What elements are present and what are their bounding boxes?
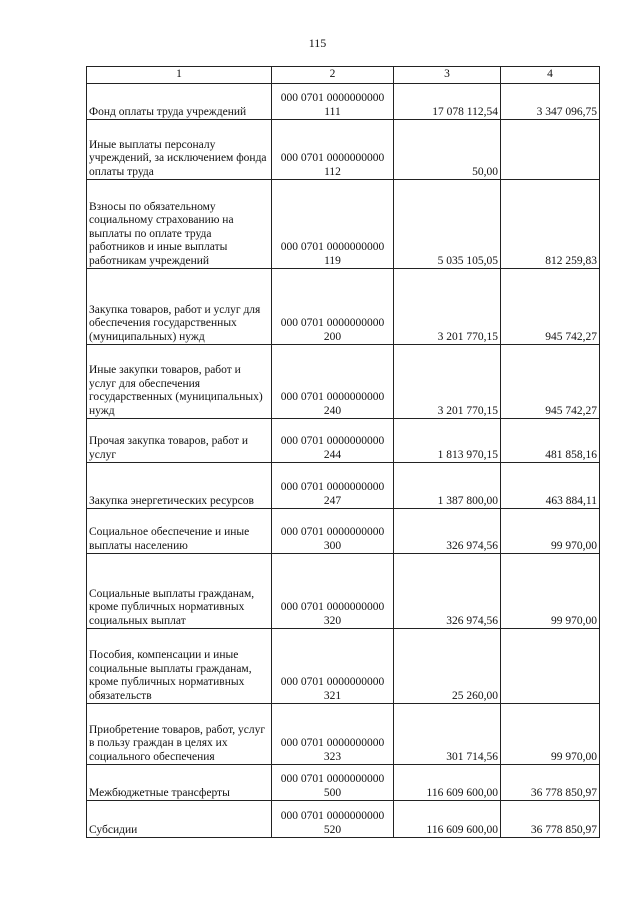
table-row (87, 84, 600, 120)
row-name: Межбюджетные трансферты (87, 765, 272, 801)
code-prefix: 000 0701 0000000000 (280, 391, 385, 403)
table-row (87, 463, 600, 509)
value-col3: 50,00 (394, 120, 501, 180)
code-suffix: 111 (324, 105, 341, 118)
table-row (87, 345, 600, 419)
row-code (272, 84, 394, 120)
table-row (87, 704, 600, 765)
row-code (272, 419, 394, 463)
value-col4: 945 742,27 (501, 345, 600, 419)
value-col3: 1 387 800,00 (394, 463, 501, 509)
code-suffix: 200 (323, 330, 342, 343)
value-col4: 481 858,16 (501, 419, 600, 463)
value-col3: 116 609 600,00 (394, 765, 501, 801)
code-suffix: 112 (324, 165, 341, 178)
value-col4: 3 347 096,75 (501, 84, 600, 120)
row-code (272, 463, 394, 509)
row-name: Приобретение товаров, работ, услуг в пользу граждан в целях их социального обеспечения (87, 704, 272, 765)
code-suffix: 323 (323, 750, 342, 763)
value-col3: 326 974,56 (394, 509, 501, 554)
value-col3: 3 201 770,15 (394, 345, 501, 419)
code-prefix: 000 0701 0000000000 (280, 152, 385, 164)
table-header-row (87, 67, 600, 84)
row-name: Социальные выплаты гражданам, кроме публичных нормативных социальных выплат (87, 554, 272, 629)
code-prefix: 000 0701 0000000000 (280, 737, 385, 749)
code-prefix: 000 0701 0000000000 (280, 526, 385, 538)
page-number: 115 (308, 36, 327, 50)
table-row (87, 509, 600, 554)
table-row (87, 629, 600, 704)
row-name: Фонд оплаты труда учреждений (87, 84, 272, 120)
value-col4: 945 742,27 (501, 269, 600, 345)
row-name: Прочая закупка товаров, работ и услуг (87, 419, 272, 463)
code-suffix: 500 (323, 786, 342, 799)
code-suffix: 240 (323, 404, 342, 417)
row-name: Пособия, компенсации и иные социальные выплаты гражданам, кроме публичных нормативных обязательств (87, 629, 272, 704)
value-col3: 326 974,56 (394, 554, 501, 629)
row-code (272, 269, 394, 345)
column-header: 1 (87, 67, 272, 84)
code-suffix: 119 (324, 254, 341, 267)
code-suffix: 244 (323, 448, 342, 461)
code-prefix: 000 0701 0000000000 (280, 676, 385, 688)
table-row (87, 801, 600, 838)
code-prefix: 000 0701 0000000000 (280, 773, 385, 785)
value-col4: 36 778 850,97 (501, 765, 600, 801)
value-col3: 25 260,00 (394, 629, 501, 704)
code-prefix: 000 0701 0000000000 (280, 435, 385, 447)
table-row (87, 120, 600, 180)
value-col3: 5 035 105,05 (394, 180, 501, 269)
row-name: Субсидии (87, 801, 272, 838)
value-col4 (501, 629, 600, 704)
code-prefix: 000 0701 0000000000 (280, 317, 385, 329)
code-prefix: 000 0701 0000000000 (280, 810, 385, 822)
code-prefix: 000 0701 0000000000 (280, 481, 385, 493)
code-prefix: 000 0701 0000000000 (280, 601, 385, 613)
row-code (272, 765, 394, 801)
value-col3: 1 813 970,15 (394, 419, 501, 463)
row-name: Иные закупки товаров, работ и услуг для обеспечения государственных (муниципальных) нужд (87, 345, 272, 419)
row-code (272, 554, 394, 629)
table-row (87, 765, 600, 801)
code-suffix: 520 (323, 823, 342, 836)
row-code (272, 704, 394, 765)
table-row (87, 269, 600, 345)
value-col3: 17 078 112,54 (394, 84, 501, 120)
row-code (272, 345, 394, 419)
value-col4: 36 778 850,97 (501, 801, 600, 838)
code-suffix: 300 (323, 539, 342, 552)
table-row (87, 554, 600, 629)
value-col3: 301 714,56 (394, 704, 501, 765)
column-header: 3 (394, 67, 501, 84)
row-code (272, 509, 394, 554)
row-name: Взносы по обязательному социальному страхованию на выплаты по оплате труда работников и иные выплаты работникам учреждений (87, 180, 272, 269)
value-col4: 99 970,00 (501, 704, 600, 765)
value-col4 (501, 120, 600, 180)
table-row (87, 180, 600, 269)
row-code (272, 180, 394, 269)
value-col4: 99 970,00 (501, 509, 600, 554)
row-code (272, 801, 394, 838)
value-col3: 116 609 600,00 (394, 801, 501, 838)
row-name: Закупка энергетических ресурсов (87, 463, 272, 509)
value-col4: 812 259,83 (501, 180, 600, 269)
value-col4: 463 884,11 (501, 463, 600, 509)
code-prefix: 000 0701 0000000000 (280, 241, 385, 253)
row-code (272, 120, 394, 180)
budget-table (86, 66, 600, 838)
row-name: Социальное обеспечение и иные выплаты населению (87, 509, 272, 554)
code-suffix: 320 (323, 614, 342, 627)
code-suffix: 247 (323, 494, 342, 507)
row-name: Закупка товаров, работ и услуг для обеспечения государственных (муниципальных) нужд (87, 269, 272, 345)
column-header: 4 (501, 67, 600, 84)
column-header: 2 (272, 67, 394, 84)
code-suffix: 321 (323, 689, 342, 702)
table-row (87, 419, 600, 463)
value-col3: 3 201 770,15 (394, 269, 501, 345)
row-name: Иные выплаты персоналу учреждений, за исключением фонда оплаты труда (87, 120, 272, 180)
value-col4: 99 970,00 (501, 554, 600, 629)
row-code (272, 629, 394, 704)
code-prefix: 000 0701 0000000000 (280, 92, 385, 104)
